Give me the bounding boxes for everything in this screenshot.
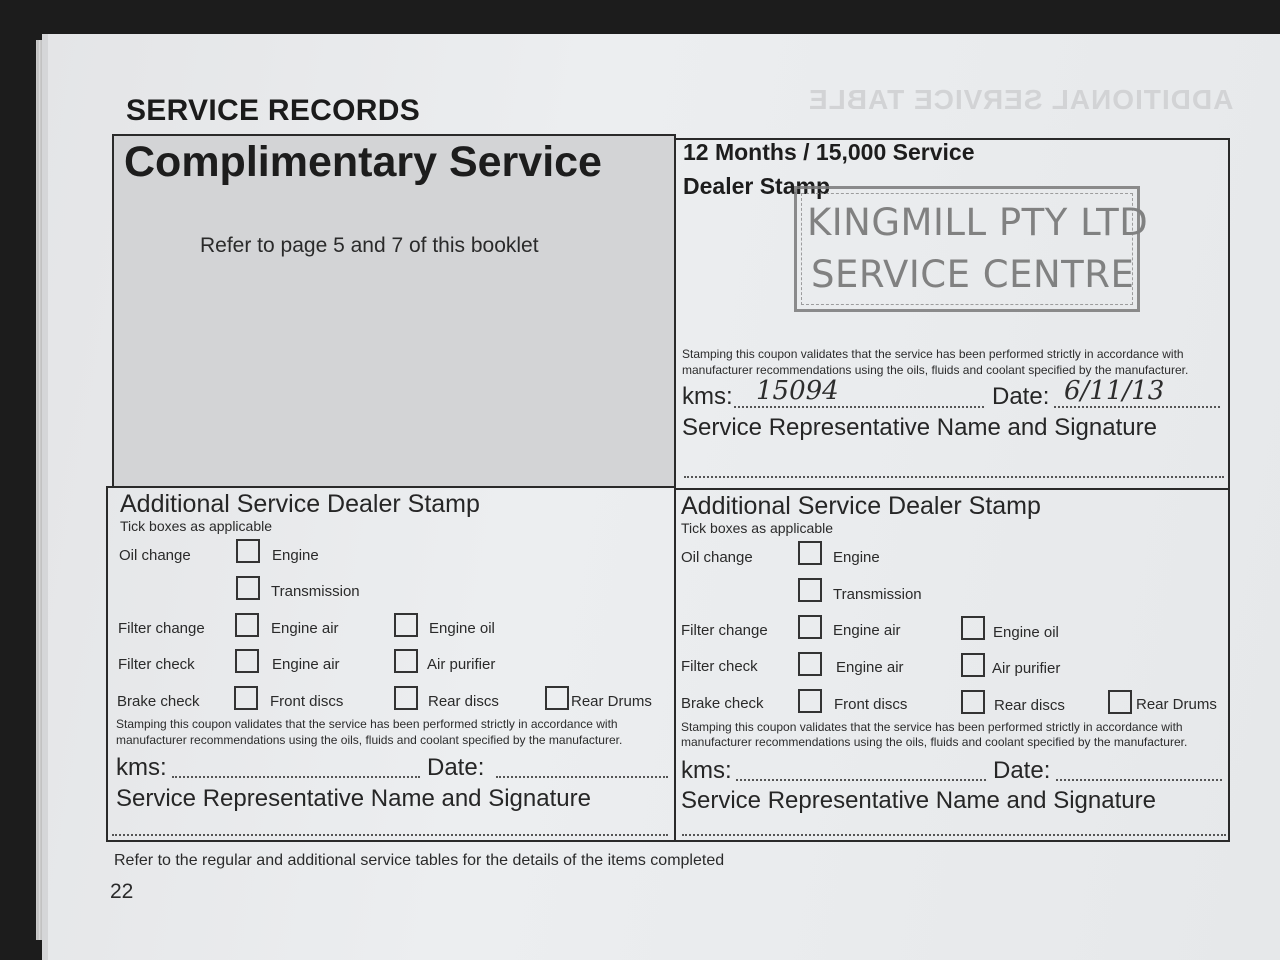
additional-left-signature-line: [112, 834, 668, 836]
additional-right-filter-change-label: Filter change: [681, 622, 768, 639]
additional-left-rear-discs-checkbox[interactable]: [394, 686, 418, 710]
complimentary-service-note: Refer to page 5 and 7 of this booklet: [200, 234, 539, 257]
additional-right-air-purifier-checkbox[interactable]: [961, 653, 985, 677]
complimentary-service-box: [112, 134, 676, 488]
dealer-validation-line-1: Stamping this coupon validates that the service has been performed strictly in accordance with: [682, 347, 1184, 361]
additional-left-front-discs-label: Front discs: [270, 693, 344, 710]
additional-right-engine-label: Engine: [833, 549, 880, 566]
dealer-date-label: Date:: [992, 383, 1050, 410]
additional-right-transmission-checkbox[interactable]: [798, 578, 822, 602]
additional-right-engine-oil-checkbox[interactable]: [961, 616, 985, 640]
additional-right-engine-air-change-label: Engine air: [833, 622, 901, 639]
dealer-kms-line: [734, 406, 984, 408]
additional-right-engine-oil-label: Engine oil: [993, 624, 1059, 641]
complimentary-service-title: Complimentary Service: [124, 138, 602, 186]
dealer-rep-label: Service Representative Name and Signature: [682, 414, 1157, 441]
additional-left-date-line: [496, 776, 668, 778]
additional-left-engine-oil-checkbox[interactable]: [394, 613, 418, 637]
additional-right-date-label: Date:: [993, 757, 1051, 784]
additional-right-validation-line-2: manufacturer recommendations using the oils, fluids and coolant specified by the manufacturer.: [681, 735, 1188, 749]
dealer-signature-line: [684, 476, 1224, 478]
additional-left-air-purifier-checkbox[interactable]: [394, 649, 418, 673]
additional-left-kms-line: [172, 776, 420, 778]
additional-right-engine-air-change-checkbox[interactable]: [798, 615, 822, 639]
additional-left-rear-drums-label: Rear Drums: [571, 693, 652, 710]
dealer-stamp-label: Dealer Stamp: [683, 173, 831, 199]
additional-left-rear-drums-checkbox[interactable]: [545, 686, 569, 710]
additional-left-kms-label: kms:: [116, 754, 167, 781]
additional-right-oil-change-label: Oil change: [681, 549, 753, 566]
additional-left-validation-line-2: manufacturer recommendations using the oils, fluids and coolant specified by the manufacturer.: [116, 733, 623, 747]
additional-right-date-line: [1056, 779, 1222, 781]
additional-right-brake-check-label: Brake check: [681, 695, 764, 712]
dealer-validation-line-2: manufacturer recommendations using the oils, fluids and coolant specified by the manufacturer.: [682, 363, 1189, 377]
additional-left-filter-check-label: Filter check: [118, 656, 195, 673]
additional-right-rep-label: Service Representative Name and Signature: [681, 787, 1156, 814]
dealer-date-line: [1054, 406, 1220, 408]
additional-right-tick-note: Tick boxes as applicable: [681, 520, 834, 536]
additional-right-kms-label: kms:: [681, 757, 732, 784]
additional-left-engine-air-check-label: Engine air: [272, 656, 340, 673]
additional-right-filter-check-label: Filter check: [681, 658, 758, 675]
dealer-kms-value: 15094: [756, 376, 839, 406]
additional-left-engine-label: Engine: [272, 547, 319, 564]
additional-right-engine-air-check-checkbox[interactable]: [798, 652, 822, 676]
section-title: SERVICE RECORDS: [126, 94, 421, 127]
stamp-line-1: KINGMILL PTY LTD: [807, 201, 1149, 244]
page-number: 22: [110, 880, 134, 903]
additional-right-engine-air-check-label: Engine air: [836, 659, 904, 676]
stamp-line-2: SERVICE CENTRE: [811, 253, 1135, 296]
additional-left-title: Additional Service Dealer Stamp: [120, 490, 480, 518]
additional-right-air-purifier-label: Air purifier: [992, 660, 1061, 677]
additional-left-engine-air-change-checkbox[interactable]: [235, 613, 259, 637]
additional-right-rear-drums-checkbox[interactable]: [1108, 690, 1132, 714]
additional-left-engine-oil-label: Engine oil: [429, 620, 495, 637]
additional-left-transmission-label: Transmission: [271, 583, 360, 600]
additional-left-engine-air-check-checkbox[interactable]: [235, 649, 259, 673]
additional-left-rear-discs-label: Rear discs: [428, 693, 499, 710]
additional-right-engine-checkbox[interactable]: [798, 541, 822, 565]
additional-right-title: Additional Service Dealer Stamp: [681, 492, 1041, 520]
show-through-text: ADDITIONAL SERVICE TABLE: [808, 84, 1234, 115]
additional-left-air-purifier-label: Air purifier: [427, 656, 496, 673]
additional-left-engine-air-change-label: Engine air: [271, 620, 339, 637]
additional-left-engine-checkbox[interactable]: [236, 539, 260, 563]
additional-right-rear-drums-label: Rear Drums: [1136, 696, 1217, 713]
additional-right-transmission-label: Transmission: [833, 586, 922, 603]
additional-left-brake-check-label: Brake check: [117, 693, 200, 710]
additional-left-transmission-checkbox[interactable]: [236, 576, 260, 600]
additional-right-rear-discs-label: Rear discs: [994, 697, 1065, 714]
additional-right-front-discs-checkbox[interactable]: [798, 689, 822, 713]
additional-left-tick-note: Tick boxes as applicable: [120, 518, 273, 534]
dealer-stamp: [794, 186, 1149, 312]
additional-right-rear-discs-checkbox[interactable]: [961, 690, 985, 714]
dealer-kms-label: kms:: [682, 383, 733, 410]
footer-note: Refer to the regular and additional service tables for the details of the items completed: [114, 852, 725, 869]
additional-left-oil-change-label: Oil change: [119, 547, 191, 564]
additional-left-filter-change-label: Filter change: [118, 620, 205, 637]
dealer-date-value: 6/11/13: [1064, 376, 1165, 406]
additional-right-front-discs-label: Front discs: [834, 696, 908, 713]
additional-right-validation-line-1: Stamping this coupon validates that the service has been performed strictly in accordance with: [681, 720, 1183, 734]
additional-right-kms-line: [736, 779, 986, 781]
additional-left-rep-label: Service Representative Name and Signature: [116, 785, 591, 812]
additional-left-validation-line-1: Stamping this coupon validates that the service has been performed strictly in accordance with: [116, 717, 618, 731]
additional-left-date-label: Date:: [427, 754, 485, 781]
additional-right-signature-line: [682, 834, 1226, 836]
dealer-service-title: 12 Months / 15,000 Service: [683, 139, 975, 165]
additional-left-front-discs-checkbox[interactable]: [234, 686, 258, 710]
